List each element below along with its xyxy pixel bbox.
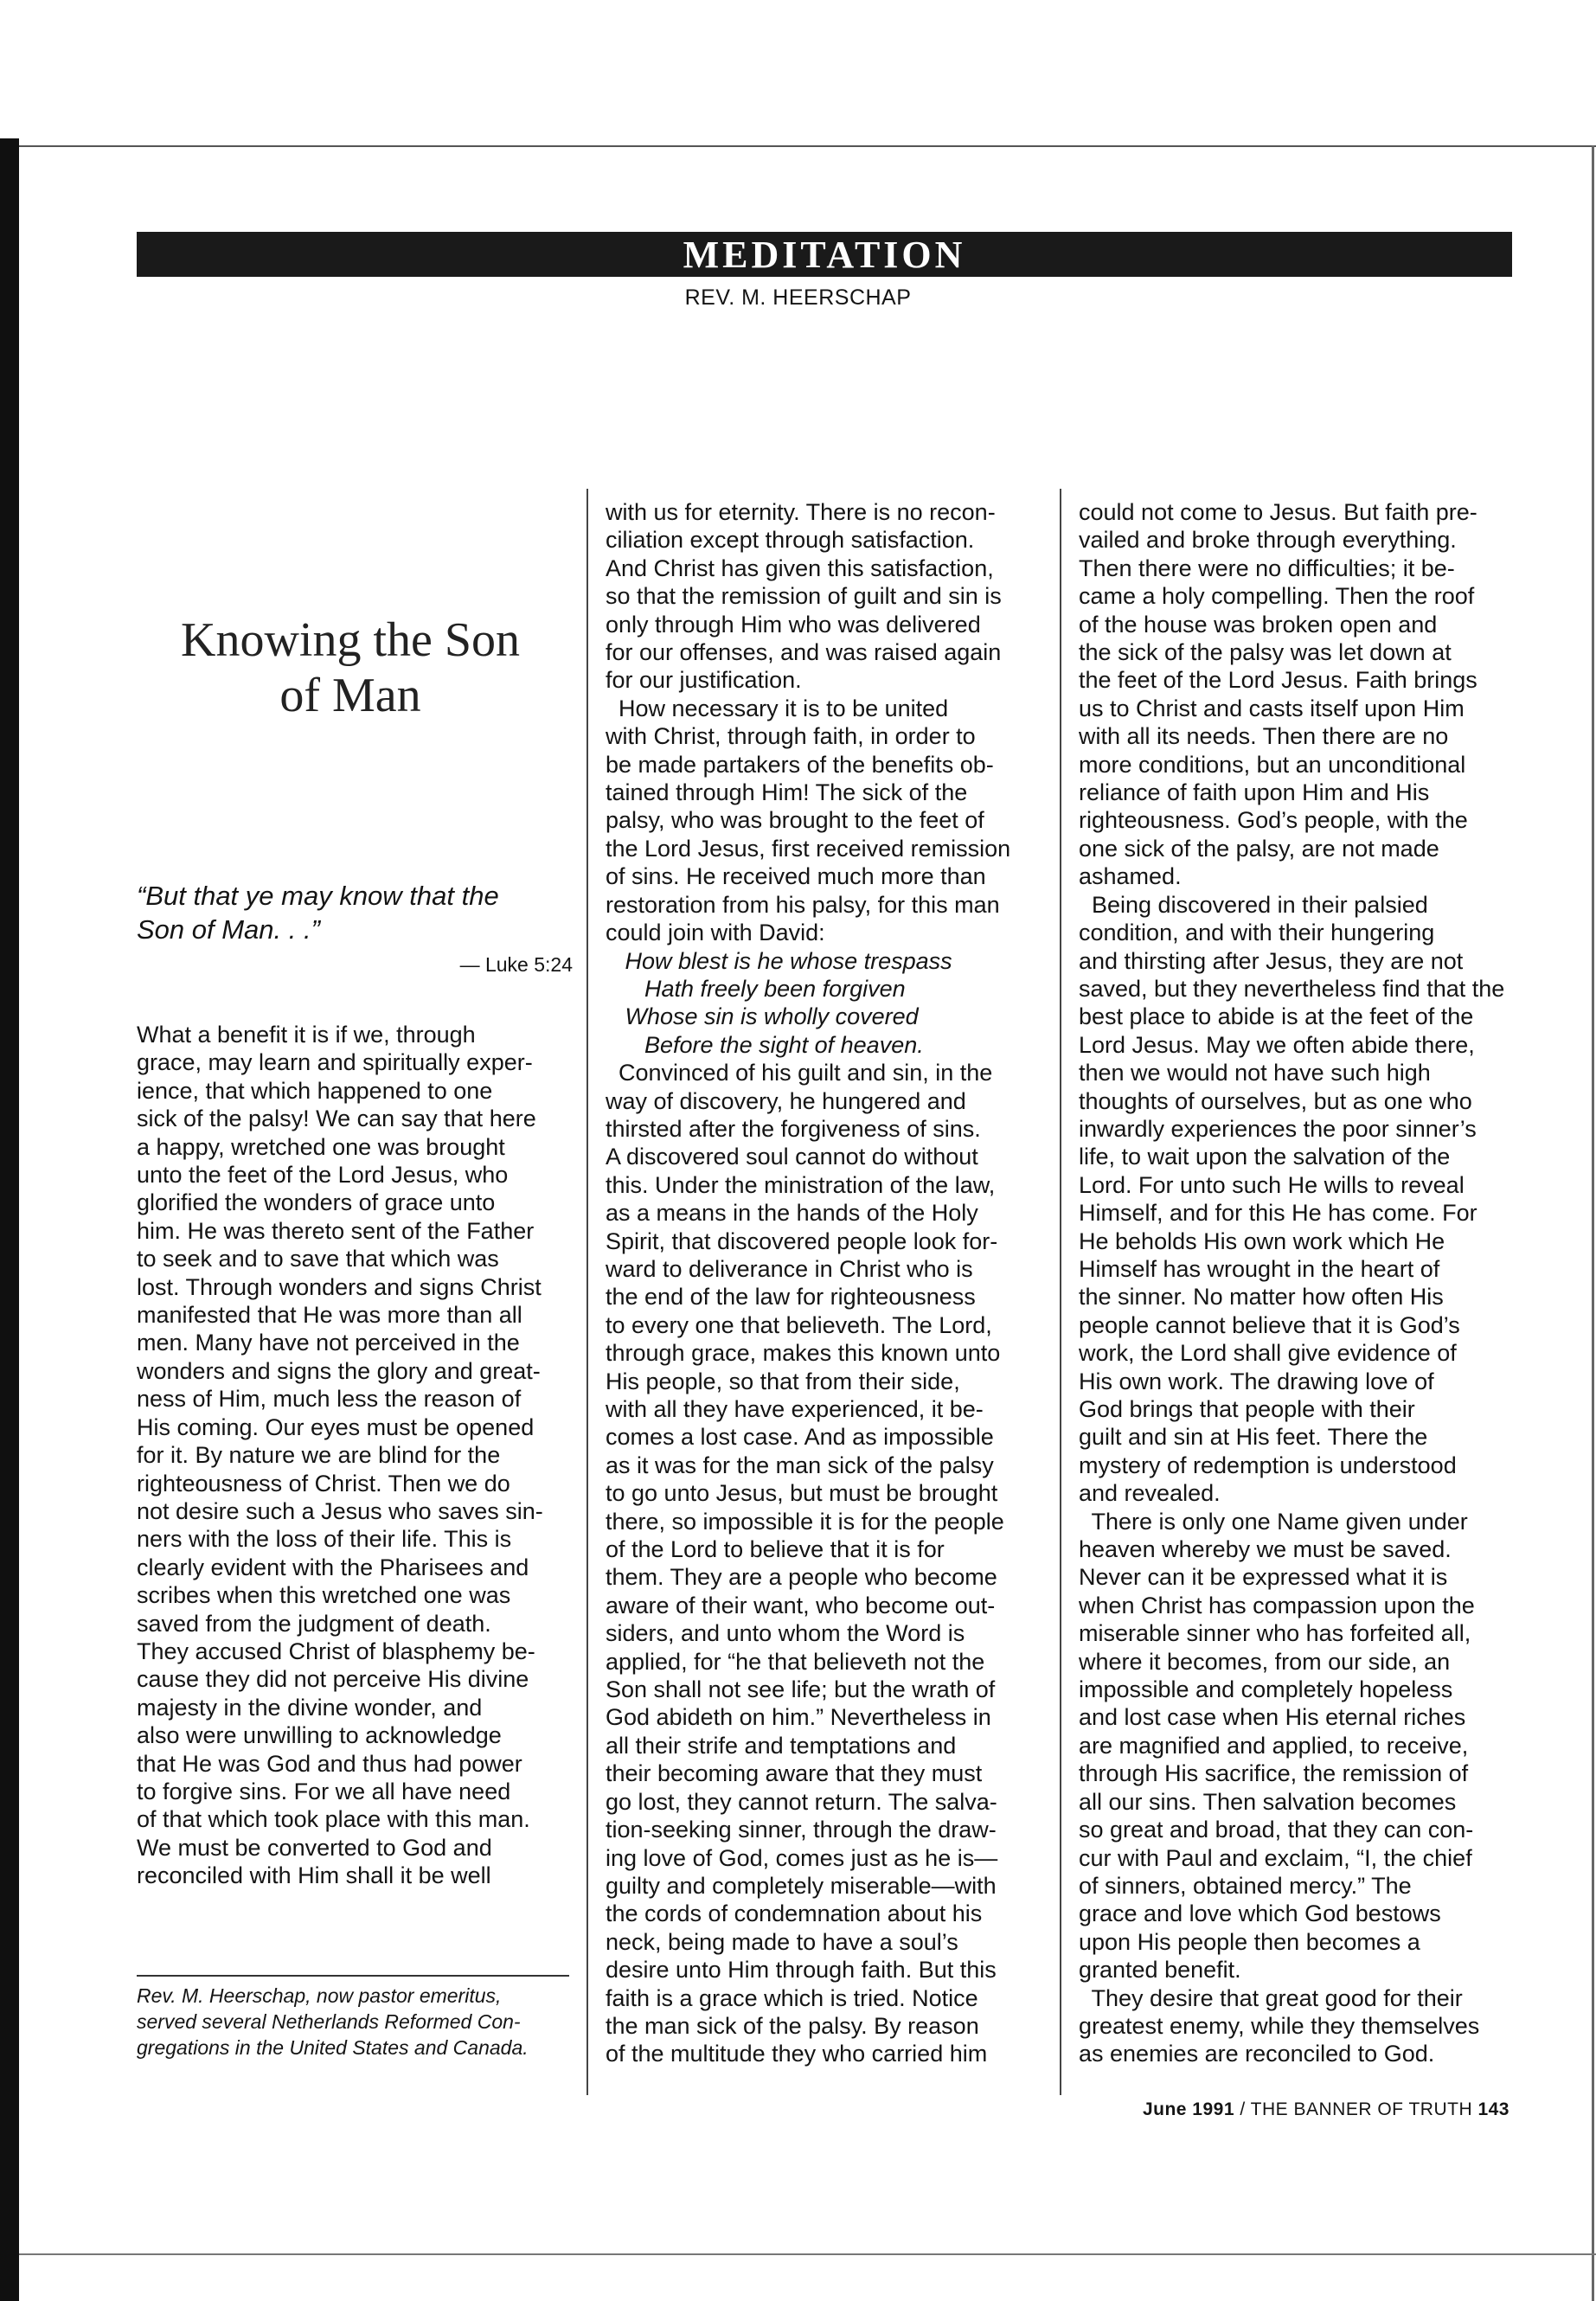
column-divider	[586, 489, 588, 2095]
text-line: when Christ has compassion upon the	[1079, 1592, 1475, 1618]
text-line: the Lord Jesus, first received remission	[606, 835, 1011, 862]
text-line: guilty and completely miserable—with	[606, 1872, 997, 1899]
text-line: Rev. M. Heerschap, now pastor emeritus,	[137, 1984, 502, 2007]
text-line: with all they have experienced, it be-	[606, 1396, 984, 1422]
text-line: cause they did not perceive His divine	[137, 1666, 529, 1693]
text-line: His people, so that from their side,	[606, 1368, 960, 1394]
text-line: Whose sin is wholly covered	[606, 1003, 919, 1030]
text-line: work, the Lord shall give evidence of	[1079, 1340, 1457, 1367]
page-right-edge	[1592, 145, 1594, 2301]
text-line: Himself, and for this He has come. For	[1079, 1200, 1477, 1227]
text-line: also were unwilling to acknowledge	[137, 1722, 502, 1749]
section-banner: MEDITATION	[137, 232, 1512, 277]
text-line: lost. Through wonders and signs Christ	[137, 1273, 542, 1300]
text-line: Hath freely been forgiven	[606, 975, 906, 1002]
text-line: Before the sight of heaven.	[606, 1031, 924, 1058]
text-line: of the multitude they who carried him	[606, 2041, 988, 2067]
text-line: majesty in the divine wonder, and	[137, 1694, 483, 1721]
text-line: and lost case when His eternal riches	[1079, 1704, 1466, 1731]
text-line: the man sick of the palsy. By reason	[606, 2012, 979, 2039]
text-line: gregations in the United States and Canada.	[137, 2036, 529, 2059]
text-line: His own work. The drawing love of	[1079, 1368, 1434, 1394]
text-line: Being discovered in their palsied	[1079, 891, 1428, 918]
author-footnote	[137, 1983, 529, 2061]
text-line: aware of their want, who become out-	[606, 1592, 996, 1618]
text-line: there, so impossible it is for the people	[606, 1508, 1004, 1535]
text-line: a happy, wretched one was brought	[137, 1133, 505, 1160]
text-line: upon His people then becomes a	[1079, 1928, 1420, 1955]
text-line: applied, for “he that believeth not the	[606, 1648, 985, 1675]
text-line: Lord Jesus. May we often abide there,	[1079, 1031, 1475, 1058]
text-line: thoughts of ourselves, but as one who	[1079, 1087, 1472, 1114]
publication-name: / THE BANNER OF TRUTH	[1234, 2099, 1478, 2119]
text-line: through His sacrifice, the remission of	[1079, 1760, 1469, 1787]
text-line: the sinner. No matter how often His	[1079, 1284, 1444, 1311]
column-divider	[1060, 489, 1061, 2095]
text-line: desire unto Him through faith. But this	[606, 1957, 997, 1984]
author-byline: REV. M. HEERSCHAP	[684, 285, 912, 310]
text-line: with us for eternity. There is no recon-	[606, 499, 996, 525]
body-column-2	[606, 498, 1010, 2068]
text-line: mystery of redemption is understood	[1079, 1452, 1457, 1478]
text-line: scribes when this wretched one was	[137, 1582, 511, 1609]
text-line: reliance of faith upon Him and His	[1079, 779, 1430, 806]
title-line: of Man	[279, 669, 421, 722]
text-line: God abideth on him.” Nevertheless in	[606, 1704, 991, 1731]
text-line: Convinced of his guilt and sin, in the	[606, 1060, 993, 1086]
text-line: this. Under the ministration of the law,	[606, 1171, 996, 1198]
text-line: to forgive sins. For we all have need	[137, 1778, 511, 1804]
text-line: as it was for the man sick of the palsy	[606, 1452, 994, 1478]
text-line: glorified the wonders of grace unto	[137, 1189, 496, 1216]
text-line: saved from the judgment of death.	[137, 1610, 491, 1637]
text-line: us to Christ and casts itself upon Him	[1079, 695, 1465, 721]
text-line: impossible and completely hopeless	[1079, 1676, 1453, 1703]
text-line: where it becomes, from our side, an	[1079, 1648, 1451, 1675]
text-line: righteousness. God’s people, with the	[1079, 807, 1468, 834]
text-line: comes a lost case. And as impossible	[606, 1424, 994, 1451]
text-line: What a benefit it is if we, through	[137, 1022, 476, 1048]
text-line: He beholds His own work which He	[1079, 1227, 1445, 1254]
text-line: through grace, makes this known unto	[606, 1340, 1001, 1367]
text-line: God brings that people with their	[1079, 1396, 1415, 1422]
text-line: are magnified and applied, to receive,	[1079, 1732, 1469, 1759]
page-footer	[1038, 2099, 1509, 2120]
text-line: best place to abide is at the feet of the	[1079, 1003, 1474, 1030]
title-line: Knowing the Son	[181, 613, 520, 667]
text-line: for it. By nature we are blind for the	[137, 1442, 501, 1469]
text-line: Never can it be expressed what it is	[1079, 1564, 1448, 1591]
text-line: came a holy compelling. Then the roof	[1079, 583, 1475, 610]
text-line: as enemies are reconciled to God.	[1079, 2041, 1435, 2067]
body-column-3	[1079, 498, 1504, 2068]
text-line: ciliation except through satisfaction.	[606, 527, 975, 554]
text-line: manifested that He was more than all	[137, 1302, 522, 1329]
epigraph-quote	[137, 879, 578, 946]
text-line: be made partakers of the benefits ob-	[606, 751, 994, 778]
text-line: more conditions, but an unconditional	[1079, 751, 1466, 778]
text-line: They accused Christ of blasphemy be-	[137, 1638, 535, 1664]
page-number: 143	[1477, 2099, 1509, 2119]
text-line: granted benefit.	[1079, 1957, 1241, 1984]
text-line: A discovered soul cannot do without	[606, 1144, 978, 1170]
text-line: ness of Him, much less the reason of	[137, 1386, 522, 1413]
text-line: of sinners, obtained mercy.” The	[1079, 1872, 1412, 1899]
text-line: and revealed.	[1079, 1480, 1221, 1507]
text-line: Lord. For unto such He wills to reveal	[1079, 1171, 1465, 1198]
text-line: the end of the law for righteousness	[606, 1284, 976, 1311]
text-line: saved, but they nevertheless find that the	[1079, 975, 1505, 1002]
text-line: all our sins. Then salvation becomes	[1079, 1788, 1457, 1815]
text-line: ing love of God, comes just as he is—	[606, 1844, 998, 1871]
page-top-edge	[19, 145, 1596, 147]
text-line: restoration from his palsy, for this man	[606, 891, 1000, 918]
text-line: condition, and with their hungering	[1079, 920, 1435, 946]
text-line: way of discovery, he hungered and	[606, 1087, 966, 1114]
text-line: His coming. Our eyes must be opened	[137, 1413, 535, 1440]
text-line: cur with Paul and exclaim, “I, the chief	[1079, 1844, 1472, 1871]
text-line: people cannot believe that it is God’s	[1079, 1311, 1460, 1338]
text-line: them. They are a people who become	[606, 1564, 997, 1591]
scripture-reference: — Luke 5:24	[459, 953, 573, 976]
text-line: of the house was broken open and	[1079, 611, 1438, 638]
text-line: clearly evident with the Pharisees and	[137, 1554, 529, 1580]
text-line: of sins. He received much more than	[606, 863, 986, 890]
text-line: ward to deliverance in Christ who is	[606, 1255, 973, 1282]
text-line: neck, being made to have a soul’s	[606, 1928, 958, 1955]
text-line: all their strife and temptations and	[606, 1732, 957, 1759]
text-line: Himself has wrought in the heart of	[1079, 1255, 1440, 1282]
body-column-1	[137, 1021, 543, 1890]
text-line: to seek and to save that which was	[137, 1246, 499, 1272]
text-line: righteousness of Christ. Then we do	[137, 1470, 510, 1497]
text-line: and thirsting after Jesus, they are not	[1079, 947, 1464, 974]
text-line: for our justification.	[606, 667, 802, 694]
text-line: ience, that which happened to one	[137, 1077, 493, 1104]
text-line: to go unto Jesus, but must be brought	[606, 1480, 998, 1507]
text-line: life, to wait upon the salvation of the	[1079, 1144, 1451, 1170]
text-line: the cords of condemnation about his	[606, 1900, 983, 1927]
text-line: heaven whereby we must be saved.	[1079, 1536, 1452, 1563]
text-line: ashamed.	[1079, 863, 1182, 890]
article-title	[147, 612, 554, 723]
text-line: for our offenses, and was raised again	[606, 639, 1002, 666]
text-line: vailed and broke through everything.	[1079, 527, 1457, 554]
text-line: then we would not have such high	[1079, 1060, 1431, 1086]
text-line: thirsted after the forgiveness of sins.	[606, 1115, 981, 1142]
text-line: their becoming aware that they must	[606, 1760, 983, 1787]
text-line: How blest is he whose trespass	[606, 947, 952, 974]
text-line: not desire such a Jesus who saves sin-	[137, 1497, 543, 1524]
text-line: unto the feet of the Lord Jesus, who	[137, 1162, 509, 1189]
text-line: wonders and signs the glory and great-	[137, 1357, 541, 1384]
text-line: so that the remission of guilt and sin is	[606, 583, 1002, 610]
text-line: go lost, they cannot return. The salva-	[606, 1788, 997, 1815]
text-line: the sick of the palsy was let down at	[1079, 639, 1452, 666]
text-line: that He was God and thus had power	[137, 1750, 522, 1777]
text-line: grace and love which God bestows	[1079, 1900, 1441, 1927]
text-line: could join with David:	[606, 920, 825, 946]
text-line: Then there were no difficulties; it be-	[1079, 554, 1455, 581]
text-line: ners with the loss of their life. This is	[137, 1526, 512, 1553]
text-line: They desire that great good for their	[1079, 1984, 1463, 2011]
column-2-paragraphs-a	[606, 498, 1010, 947]
text-line: with all its needs. Then there are no	[1079, 723, 1449, 750]
text-line: We must be converted to God and	[137, 1834, 492, 1861]
text-line: one sick of the palsy, are not made	[1079, 835, 1439, 862]
text-line: men. Many have not perceived in the	[137, 1330, 520, 1356]
text-line: palsy, who was brought to the feet of	[606, 807, 984, 834]
text-line: only through Him who was delivered	[606, 611, 981, 638]
text-line: the feet of the Lord Jesus. Faith brings	[1079, 667, 1477, 694]
text-line: How necessary it is to be united	[606, 695, 949, 721]
text-line: miserable sinner who has forfeited all,	[1079, 1620, 1471, 1647]
text-line: reconciled with Him shall it be well	[137, 1862, 491, 1889]
epigraph-line: Son of Man. . .”	[137, 914, 320, 945]
text-line: of the Lord to believe that it is for	[606, 1536, 945, 1563]
text-line: inwardly experiences the poor sinner’s	[1079, 1115, 1477, 1142]
text-line: served several Netherlands Reformed Con-	[137, 2010, 521, 2033]
text-line: And Christ has given this satisfaction,	[606, 554, 994, 581]
epigraph-line: “But that ye may know that the	[137, 881, 499, 911]
text-line: greatest enemy, while they themselves	[1079, 2012, 1480, 2039]
text-line: sick of the palsy! We can say that here	[137, 1106, 536, 1132]
text-line: of that which took place with this man.	[137, 1806, 530, 1833]
text-line: Son shall not see life; but the wrath of	[606, 1676, 996, 1703]
text-line: siders, and unto whom the Word is	[606, 1620, 965, 1647]
text-line: to every one that believeth. The Lord,	[606, 1311, 992, 1338]
text-line: Spirit, that discovered people look for-	[606, 1227, 998, 1254]
scan-edge	[0, 138, 19, 2301]
column-2-paragraphs-b	[606, 1059, 1010, 2068]
text-line: as a means in the hands of the Holy	[606, 1200, 978, 1227]
text-line: tion-seeking sinner, through the draw-	[606, 1817, 997, 1843]
text-line: could not come to Jesus. But faith pre-	[1079, 499, 1477, 525]
text-line: tained through Him! The sick of the	[606, 779, 968, 806]
footnote-rule	[137, 1975, 569, 1977]
text-line: faith is a grace which is tried. Notice	[606, 1984, 978, 2011]
text-line: with Christ, through faith, in order to	[606, 723, 976, 750]
text-line: guilt and sin at His feet. There the	[1079, 1424, 1428, 1451]
psalm-quote	[606, 947, 1010, 1060]
text-line: grace, may learn and spiritually exper-	[137, 1049, 533, 1076]
issue-date: June 1991	[1142, 2099, 1235, 2119]
text-line: so great and broad, that they can con-	[1079, 1817, 1474, 1843]
page-bottom-edge	[19, 2253, 1596, 2255]
text-line: There is only one Name given under	[1079, 1508, 1468, 1535]
text-line: him. He was thereto sent of the Father	[137, 1217, 535, 1244]
